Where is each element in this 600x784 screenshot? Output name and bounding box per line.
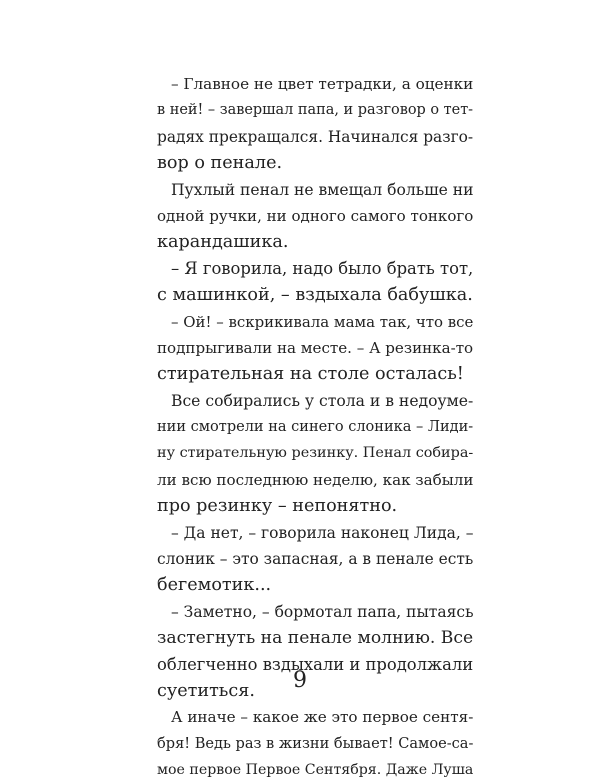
text-line: радях прекращался. Начинался разго- <box>157 127 474 146</box>
text-line: застегнуть на пенале молнию. Все <box>157 628 474 649</box>
text-line: – Да нет, – говорила наконец Лида, – <box>171 523 474 542</box>
text-line: – Заметно, – бормотал папа, пытаясь <box>171 602 474 621</box>
paragraph <box>143 520 474 599</box>
paragraph <box>143 256 474 309</box>
text-line: в ней! – завершал папа, и разговор о тет- <box>157 102 474 119</box>
text-line: карандашика. <box>157 232 289 253</box>
paragraph <box>143 71 474 177</box>
text-line: с машинкой, – вздыхала бабушка. <box>157 285 473 306</box>
text-line: подпрыгивали на месте. – А резинка-то <box>157 338 474 357</box>
text-line: бря! Ведь раз в жизни бывает! Самое-са- <box>157 734 474 752</box>
paragraph <box>143 177 474 256</box>
text-line: облегченно вздыхали и продолжали <box>157 654 474 674</box>
text-line: – Я говорила, надо было брать тот, <box>171 258 474 278</box>
text-line: Пухлый пенал не вмещал больше ни <box>171 180 474 199</box>
paragraph <box>143 309 474 388</box>
paragraph <box>143 388 474 520</box>
text-line: нии смотрели на синего слоника – Лиди- <box>157 419 474 436</box>
text-line: – Ой! – вскрикивала мама так, что все <box>171 312 474 331</box>
text-line: суетиться. <box>157 680 255 701</box>
text-line: А иначе – какое же это первое сентя- <box>171 708 474 727</box>
text-line: ну стирательную резинку. Пенал собира- <box>157 445 474 462</box>
text-line: ли всю последнюю неделю, как забыли <box>157 470 474 489</box>
text-line: про резинку – непонятно. <box>157 496 398 517</box>
text-line: одной ручки, ни одного самого тонкого <box>157 206 474 225</box>
text-line: слоник – это запасная, а в пенале есть <box>157 550 474 569</box>
text-line: бегемотик... <box>157 575 272 596</box>
page-number: 9 <box>293 668 307 693</box>
text-line: вор о пенале. <box>157 153 283 174</box>
text-line: Все собирались у стола и в недоуме- <box>171 391 474 410</box>
text-line: мое первое Первое Сентября. Даже Луша <box>157 762 474 779</box>
text-line: стирательная на столе осталась! <box>157 364 464 385</box>
paragraph <box>143 704 474 783</box>
text-line: – Главное не цвет тетрадки, а оценки <box>171 75 474 93</box>
